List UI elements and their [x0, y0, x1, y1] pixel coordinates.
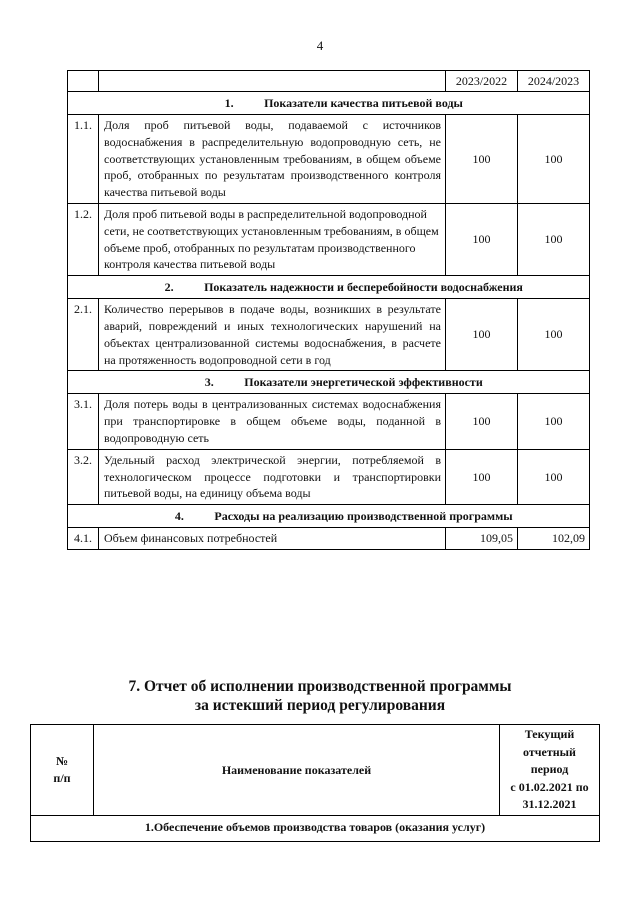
report-subheader-row — [31, 815, 600, 841]
row-description: Доля проб питьевой воды, подаваемой с источников водоснабжения в распределительную водопроводную сеть, не соответствующих установленным требованиям, в общем объеме проб, отобранных по результатам производственного контроля качества питьевой воды — [99, 115, 446, 204]
section-number: 3. — [204, 374, 214, 389]
row-description: Доля потерь воды в централизованных системах водоснабжения при транспортировке в общем объеме воды, поданной в водопроводную сеть — [99, 394, 446, 449]
row-value-2023: 100 — [446, 115, 518, 204]
section-title: Показатели энергетической эффективности — [244, 374, 483, 389]
row-number: 4.1. — [68, 528, 99, 550]
row-description: Количество перерывов в подаче воды, возникших в результате аварий, повреждений и иных технологических нарушений на объектах централизованной системы водоснабжения, в расчете на протяженность водопроводной сети в год — [99, 299, 446, 371]
header-col-2023-2022: 2023/2022 — [446, 71, 518, 92]
report-title — [0, 677, 640, 715]
table-row — [68, 528, 590, 550]
section-title: Показатель надежности и бесперебойности водоснабжения — [204, 279, 523, 294]
row-value-2023: 100 — [446, 449, 518, 504]
section-title: Расходы на реализацию производственной программы — [214, 508, 513, 523]
header-col-2024-2023: 2024/2023 — [518, 71, 590, 92]
table-row — [68, 394, 590, 449]
row-value-2023: 100 — [446, 299, 518, 371]
table-header-row — [68, 71, 590, 92]
header-desc-cell — [99, 71, 446, 92]
row-value-2024: 100 — [518, 203, 590, 275]
header-num-cell — [68, 71, 99, 92]
section-row — [68, 505, 590, 528]
section-title: Показатели качества питьевой воды — [264, 95, 463, 110]
report-title-line1: 7. Отчет об исполнении производственной программы — [128, 678, 512, 695]
row-description: Удельный расход электрической энергии, потребляемой в технологическом процессе подготовки и транспортировки питьевой воды, на единицу объема воды — [99, 449, 446, 504]
row-number: 3.1. — [68, 394, 99, 449]
report-header-row — [31, 725, 600, 816]
row-number: 2.1. — [68, 299, 99, 371]
row-number: 3.2. — [68, 449, 99, 504]
row-value-2024: 100 — [518, 449, 590, 504]
row-number: 1.2. — [68, 203, 99, 275]
page-number: 4 — [316, 38, 324, 53]
row-value-2023: 109,05 — [446, 528, 518, 550]
row-value-2023: 100 — [446, 394, 518, 449]
row-description: Объем финансовых потребностей — [99, 528, 446, 550]
row-number: 1.1. — [68, 115, 99, 204]
section-number: 2. — [164, 279, 174, 294]
section-row — [68, 276, 590, 299]
section-number: 1. — [224, 95, 234, 110]
section-number: 4. — [174, 508, 184, 523]
table-row — [68, 203, 590, 275]
report-subheader: 1.Обеспечение объемов производства товаров (оказания услуг) — [31, 815, 600, 841]
section-row — [68, 92, 590, 115]
table-row — [68, 299, 590, 371]
col-num-header: № п/п — [31, 725, 94, 816]
table-row — [68, 449, 590, 504]
row-value-2024: 100 — [518, 394, 590, 449]
section-row — [68, 371, 590, 394]
indicators-table — [67, 70, 590, 550]
table-row — [68, 115, 590, 204]
row-description: Доля проб питьевой воды в распределительной водопроводной сети, не соответствующих установленным требованиям, в общем объеме проб, отобранных по результатам производственного контроля качества питьевой воды — [99, 203, 446, 275]
col-name-header: Наименование показателей — [94, 725, 500, 816]
row-value-2024: 100 — [518, 115, 590, 204]
row-value-2024: 102,09 — [518, 528, 590, 550]
row-value-2024: 100 — [518, 299, 590, 371]
report-title-line2: за истекший период регулирования — [194, 697, 446, 714]
col-period-header: Текущий отчетный период с 01.02.2021 по 31.12.2021 — [500, 725, 600, 816]
row-value-2023: 100 — [446, 203, 518, 275]
report-table — [30, 724, 600, 842]
